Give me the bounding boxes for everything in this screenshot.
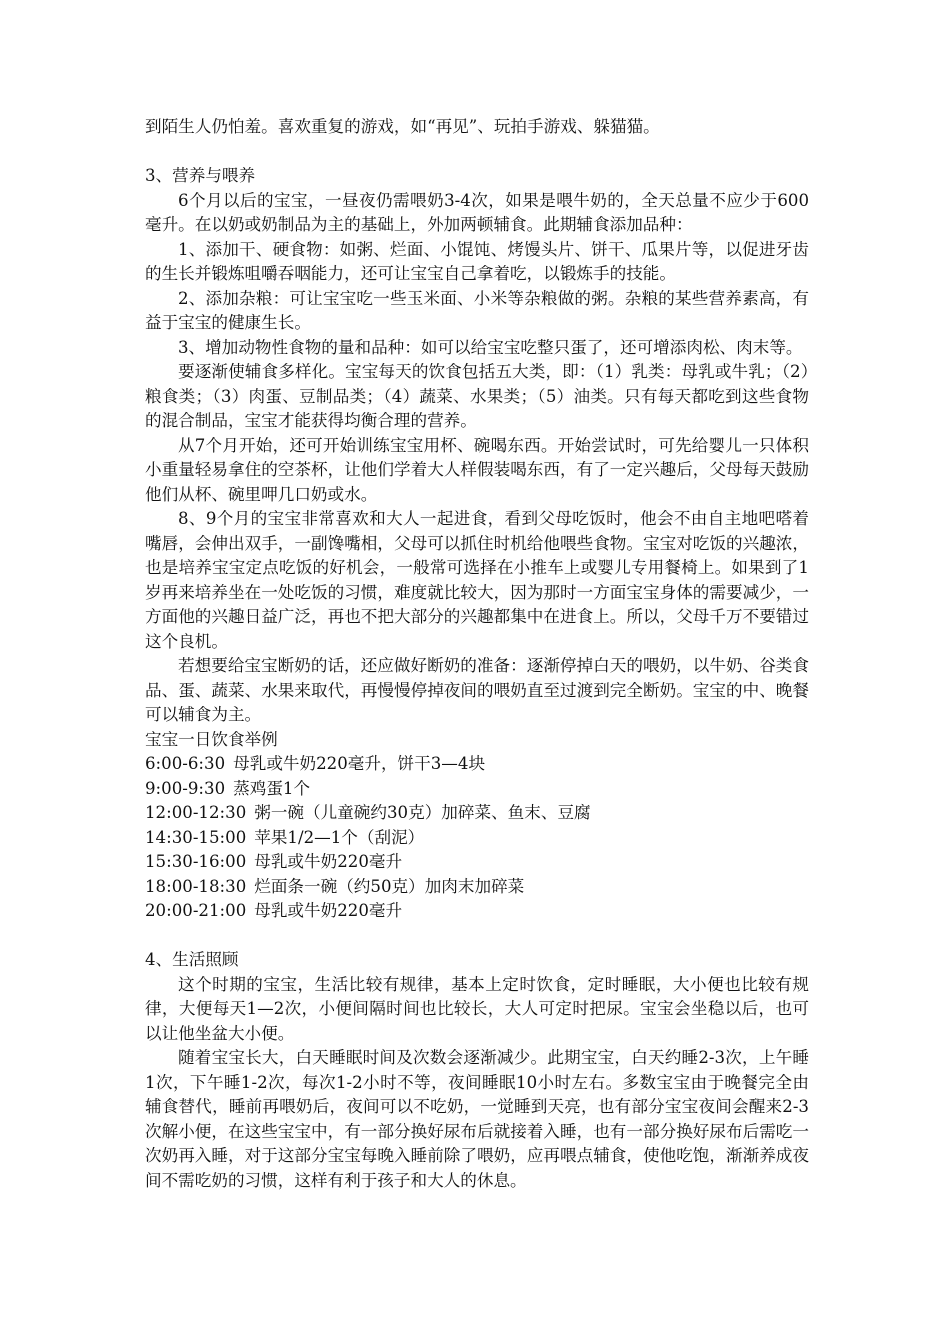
schedule-time: 18:00-18:30 (145, 876, 247, 896)
schedule-food: 蒸鸡蛋1个 (233, 778, 311, 798)
schedule-food: 苹果1/2—1个（刮泥） (254, 827, 425, 847)
paragraph: 3、增加动物性食物的量和品种：如可以给宝宝吃整只蛋了，还可增添肉松、肉末等。 (178, 337, 803, 357)
schedule-time: 20:00-21:00 (145, 901, 247, 920)
blank-line (145, 924, 809, 949)
schedule-food: 烂面条一碗（约50克）加肉末加碎菜 (254, 876, 525, 896)
intro-line: 到陌生人仍怕羞。喜欢重复的游戏，如“再见”、玩拍手游戏、躲猫猫。 (145, 117, 660, 136)
schedule-row (145, 801, 809, 826)
schedule-row (145, 777, 809, 802)
paragraph: 这个时期的宝宝，生活比较有规律，基本上定时饮食，定时睡眠，大小便也比较有规律，大便每天1—2次，小便间隔时间也比较长，大人可定时把尿。宝宝会坐稳以后，也可以让他坐盆大小便。 (145, 974, 809, 1043)
schedule-food: 母乳或牛奶220毫升 (254, 901, 403, 920)
schedule-time: 15:30-16:00 (145, 852, 247, 871)
schedule-time: 6:00-6:30 (145, 754, 226, 773)
paragraph: 要逐渐使辅食多样化。宝宝每天的饮食包括五大类，即：（1）乳类：母乳或牛乳；（2）粮食类；（3）肉蛋、豆制品类；（4）蔬菜、水果类；（5）油类。只有每天都吃到这些食物的混合制品，宝宝才能获得均衡合理的营养。 (145, 362, 809, 430)
paragraph: 若想要给宝宝断奶的话，还应做好断奶的准备：逐渐停掉白天的喂奶，以牛奶、谷类食品、蛋、蔬菜、水果来取代，再慢慢停掉夜间的喂奶直至过渡到完全断奶。宝宝的中、晚餐可以辅食为主。 (145, 656, 809, 724)
paragraph: 2、添加杂粮：可让宝宝吃一些玉米面、小米等杂粮做的粥。杂粮的某些营养素高，有益于宝宝的健康生长。 (145, 288, 809, 332)
schedule-row (145, 875, 809, 900)
paragraph: 8、9个月的宝宝非常喜欢和大人一起进食，看到父母吃饭时，他会不由自主地吧嗒着嘴唇，会伸出双手，一副馋嘴相，父母可以抓住时机给他喂些食物。宝宝对吃饭的兴趣浓，也是培养宝宝定点吃饭的好机会，一般常可选择在小推车上或婴儿专用餐椅上。如果到了1岁再来培养坐在一处吃饭的习惯，难度就比较大，因为那时一方面宝宝身体的需要减少，一方面他的兴趣日益广泛，再也不把大部分的兴趣都集中在进食上。所以，父母千万不要错过这个良机。 (145, 509, 809, 651)
paragraph: 6个月以后的宝宝，一昼夜仍需喂奶3-4次，如果是喂牛奶的，全天总量不应少于600毫升。在以奶或奶制品为主的基础上，外加两顿辅食。此期辅食添加品种： (145, 190, 809, 234)
section-heading-care: 4、生活照顾 (145, 950, 239, 969)
schedule-food: 粥一碗（儿童碗约30克）加碎菜、鱼末、豆腐 (254, 803, 591, 822)
paragraph: 随着宝宝长大，白天睡眠时间及次数会逐渐减少。此期宝宝，白天约睡2-3次，上午睡1次，下午睡1-2次，每次1-2小时不等，夜间睡眠10小时左右。多数宝宝由于晚餐完全由辅食替代，睡前再喂奶后，夜间可以不吃奶，一觉睡到天亮，也有部分宝宝夜间会醒来2-3次解小便，在这些宝宝中，有一部分换好尿布后就接着入睡，也有一部分换好尿布后需吃一次奶再入睡，对于这部分宝宝每晚入睡前除了喂奶，应再喂点辅食，使他吃饱，渐渐养成夜间不需吃奶的习惯，这样有利于孩子和大人的休息。 (145, 1048, 809, 1190)
paragraph: 1、添加干、硬食物：如粥、烂面、小馄饨、烤馒头片、饼干、瓜果片等，以促进牙齿的生长并锻炼咀嚼吞咽能力，还可让宝宝自己拿着吃，以锻炼手的技能。 (145, 239, 809, 283)
schedule-time: 9:00-9:30 (145, 778, 226, 798)
paragraph: 从7个月开始，还可开始训练宝宝用杯、碗喝东西。开始尝试时，可先给婴儿一只体积小重量轻易拿住的空茶杯，让他们学着大人样假装喝东西，有了一定兴趣后，父母每天鼓励他们从杯、碗里呷几口奶或水。 (145, 435, 809, 504)
schedule-time: 14:30-15:00 (145, 827, 247, 847)
schedule-row (145, 850, 809, 875)
daily-meal-schedule (145, 752, 809, 924)
section-heading-nutrition: 3、营养与喂养 (145, 166, 256, 185)
schedule-row (145, 752, 809, 777)
schedule-row (145, 899, 809, 924)
document-body (145, 115, 809, 1193)
schedule-food: 母乳或牛奶220毫升，饼干3—4块 (233, 754, 486, 773)
schedule-time: 12:00-12:30 (145, 803, 247, 822)
schedule-row (145, 826, 809, 851)
schedule-food: 母乳或牛奶220毫升 (254, 852, 403, 871)
schedule-title: 宝宝一日饮食举例 (145, 729, 278, 749)
blank-line (145, 140, 809, 165)
